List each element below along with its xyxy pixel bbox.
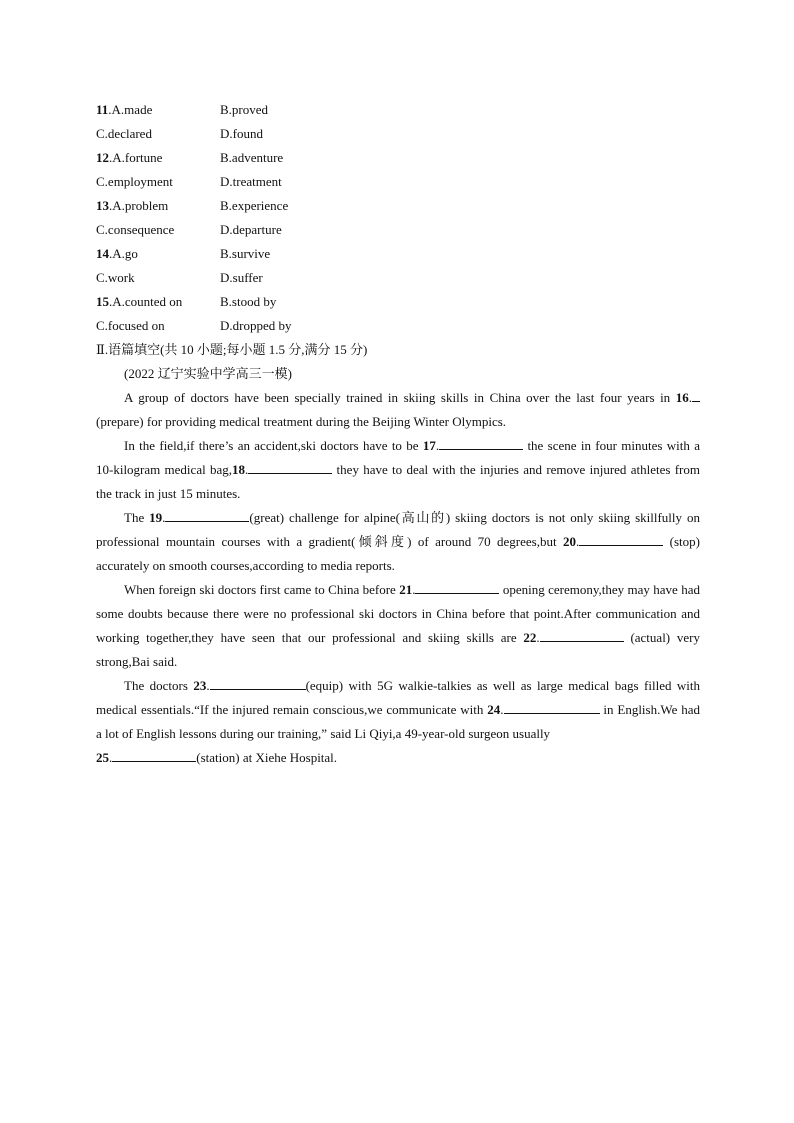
option-a: .A.fortune — [109, 150, 163, 165]
section-source: (2022 辽宁实验中学高三一模) — [124, 366, 292, 381]
passage-paragraph-4: When foreign ski doctors first came to China before 21. opening ceremony,they may have had some doubts because there were no professional ski doctors in China before that point.After communication and working together,they have seen that our professional and skiing skills are 22. (actual) very strong,Bai said. — [96, 582, 701, 669]
option-row — [96, 266, 700, 290]
question-number: 12 — [96, 150, 109, 165]
option-row — [96, 98, 700, 122]
option-row — [96, 314, 700, 338]
option-c: C.declared — [96, 126, 152, 141]
option-a: .A.made — [108, 102, 153, 117]
option-d: D.dropped by — [220, 318, 292, 333]
option-row — [96, 290, 700, 314]
question-number: 15 — [96, 294, 109, 309]
option-c: C.focused on — [96, 318, 165, 333]
answer-blank — [415, 581, 499, 594]
option-row — [96, 146, 700, 170]
option-row — [96, 218, 700, 242]
question-number: 13 — [96, 198, 109, 213]
answer-blank — [504, 701, 600, 714]
option-a: .A.counted on — [109, 294, 183, 309]
document-page — [96, 98, 700, 770]
question-number: 11 — [96, 102, 109, 117]
blank-number: 25 — [96, 750, 109, 765]
option-a: .A.problem — [109, 198, 169, 213]
option-d: D.found — [220, 126, 263, 141]
blank-number: 21 — [399, 582, 413, 597]
option-d: D.suffer — [220, 270, 263, 285]
option-c: C.employment — [96, 174, 173, 189]
option-b: B.stood by — [220, 294, 277, 309]
question-number: 14 — [96, 246, 109, 261]
option-b: B.experience — [220, 198, 289, 213]
option-c: C.consequence — [96, 222, 175, 237]
answer-blank — [579, 533, 663, 546]
blank-number: 20 — [563, 534, 576, 549]
passage-paragraph-5: The doctors 23. (equip) with 5G walkie-talkies as well as large medical bags filled with medical essentials.“If the injured remain conscious,we communicate with 24. in English.We had a lot of English lessons during our training,” said Li Qiyi,a 49-year-old surgeon usually 25. (station) at Xiehe Hospital. — [96, 678, 700, 765]
passage-paragraph-2: In the field,if there’s an accident,ski doctors have to be 17. the scene in four minutes with a 10-kilogram medical bag,18. they have to deal with the injuries and remove injured athletes from the track in just 15 minutes. — [96, 438, 700, 501]
option-b: B.survive — [220, 246, 271, 261]
answer-blank — [540, 629, 624, 642]
answer-blank — [439, 437, 523, 450]
blank-number: 19 — [149, 510, 163, 525]
option-b: B.proved — [220, 102, 269, 117]
option-a: .A.go — [109, 246, 138, 261]
blank-number: 24 — [487, 702, 501, 717]
option-row — [96, 122, 700, 146]
option-d: D.treatment — [220, 174, 282, 189]
answer-blank — [692, 389, 700, 402]
blank-number: 23 — [193, 678, 207, 693]
option-row — [96, 194, 700, 218]
option-row — [96, 242, 700, 266]
option-c: C.work — [96, 270, 135, 285]
blank-number: 17 — [422, 438, 436, 453]
answer-blank — [112, 749, 196, 762]
blank-number: 22 — [523, 630, 537, 645]
option-d: D.departure — [220, 222, 282, 237]
answer-blank — [165, 509, 249, 522]
answer-blank — [210, 677, 306, 690]
blank-number: 16 — [675, 390, 689, 405]
section-title: Ⅱ.语篇填空(共 10 小题;每小题 1.5 分,满分 15 分) — [96, 342, 368, 357]
options-block — [96, 98, 700, 338]
option-row — [96, 170, 700, 194]
option-b: B.adventure — [220, 150, 284, 165]
passage-paragraph-3: The 19. (great) challenge for alpine(高山的) skiing doctors is not only skiing skillfully on professional mountain courses with a gradient(倾斜度) of around 70 degrees,but 20. (stop) accurately on smooth courses,according to media reports. — [96, 510, 701, 573]
passage-paragraph-1: A group of doctors have been specially trained in skiing skills in China over the last four years in 16. (prepare) for providing medical treatment during the Beijing Winter Olympics. — [96, 386, 700, 434]
answer-blank — [248, 461, 332, 474]
blank-number: 18 — [232, 462, 246, 477]
